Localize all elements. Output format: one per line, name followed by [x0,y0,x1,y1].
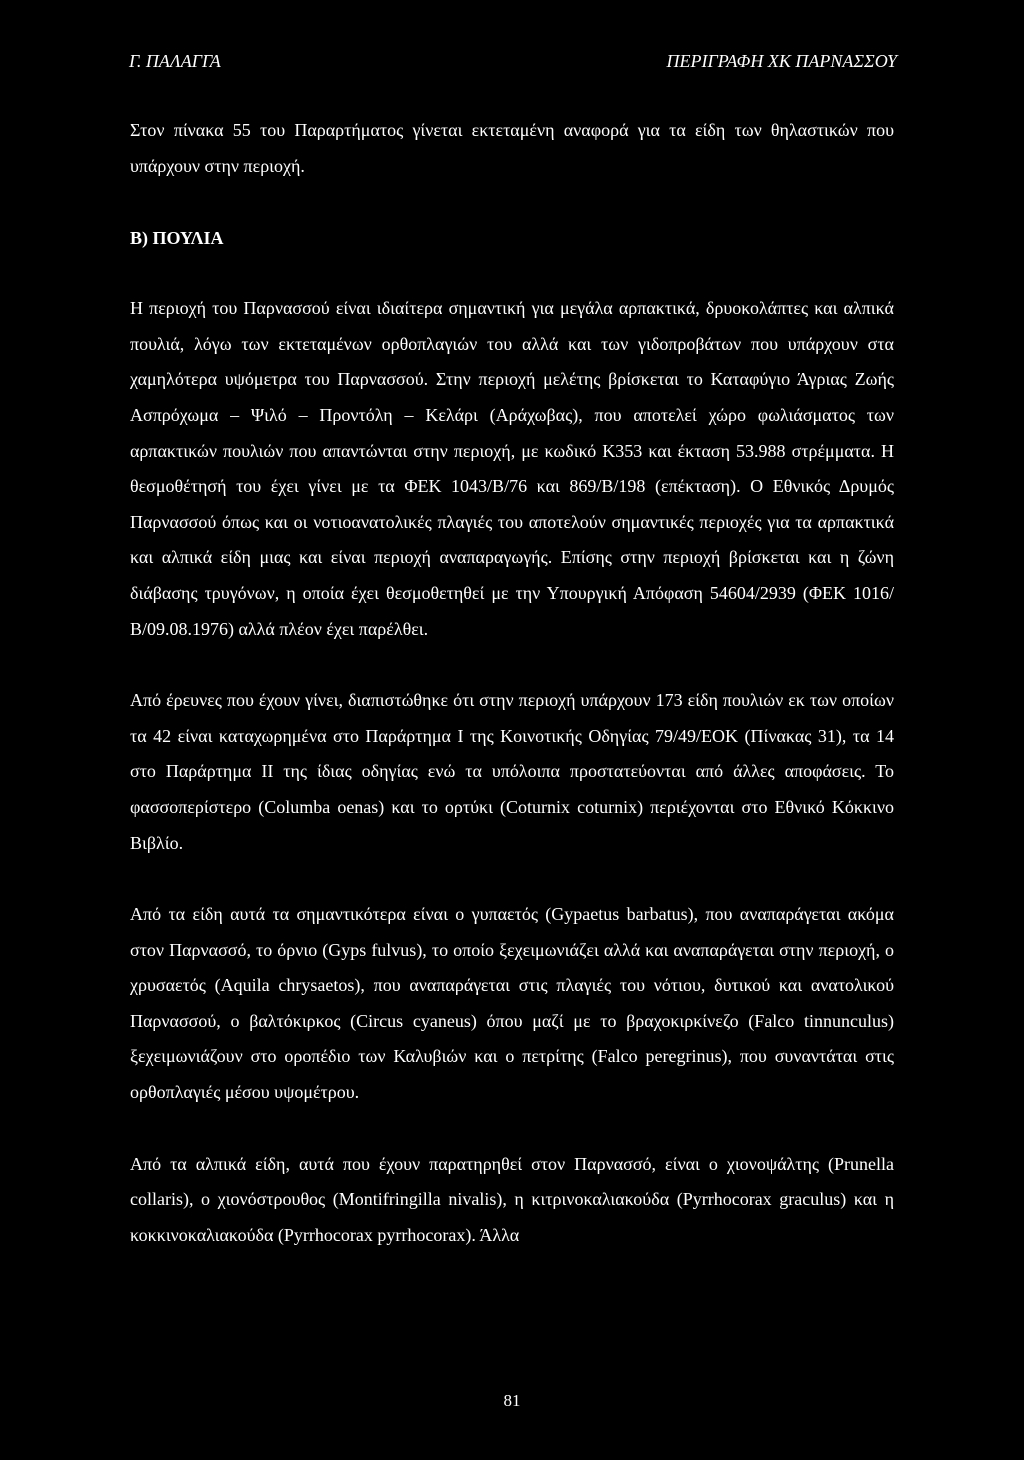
header-author: Γ. ΠΑΛΑΓΓΑ [129,51,221,71]
paragraph-species-count: Από έρευνες που έχουν γίνει, διαπιστώθηκε ότι στην περιοχή υπάρχουν 173 είδη πουλιών εκ των οποίων τα 42 είναι καταχωρημένα στο Παράρτημα I της Κοινοτικής Οδηγίας 79/49/ΕΟΚ (Πίνακας 31), τα 14 στο Παράρτημα II της ίδιας οδηγίας ενώ τα υπόλοιπα προστατεύονται από άλλες αποφάσεις. Το φασσοπερίστερο (Columba oenas) και το ορτύκι (Coturnix coturnix) περιέχονται στο Εθνικό Κόκκινο Βιβλίο. [130,690,894,853]
document-body [130,113,894,1289]
page-number: 81 [503,1391,521,1410]
page-header [129,48,897,74]
section-heading: Β) ΠΟΥΛΙΑ [130,228,224,249]
paragraph-birds-overview: Η περιοχή του Παρνασσού είναι ιδιαίτερα σημαντική για μεγάλα αρπακτικά, δρυοκολάπτες και αλπικά πουλιά, λόγω των εκτεταμένων ορθοπλαγιών του αλλά και των γιδοπροβάτων που υπάρχουν στα χαμηλότερα υψόμετρα του Παρνασσού. Στην περιοχή μελέτης βρίσκεται το Καταφύγιο Άγριας Ζωής Ασπρόχωμα – Ψιλό – Προντόλη – Κελάρι (Αράχωβας), που αποτελεί χώρο φωλιάσματος των αρπακτικών πουλιών που απαντώνται στην περιοχή, με κωδικό Κ353 και έκταση 53.988 στρέμματα. Η θεσμοθέτησή του έχει γίνει με τα ΦΕΚ 1043/Β/76 και 869/Β/198 (επέκταση). Ο Εθνικός Δρυμός Παρνασσού όπως και οι νοτιοανατολικές πλαγιές του αποτελούν σημαντικές περιοχές για τα αρπακτικά και αλπικά είδη μιας και είναι περιοχή αναπαραγωγής. Επίσης στην περιοχή βρίσκεται και η ζώνη διάβασης τρυγόνων, η οποία έχει θεσμοθετηθεί με την Υπουργική Απόφαση 54604/2939 (ΦΕΚ 1016/Β/09.08.1976) αλλά πλέον έχει παρέλθει. [130,298,894,639]
intro-paragraph: Στον πίνακα 55 του Παραρτήματος γίνεται εκτεταμένη αναφορά για τα είδη των θηλαστικών που υπάρχουν στην περιοχή. [130,120,894,176]
paragraph-alpine-species: Από τα αλπικά είδη, αυτά που έχουν παρατηρηθεί στον Παρνασσό, είναι ο χιονοψάλτης (Prunella collaris), ο χιονόστρουθος (Montifringilla nivalis), η κιτρινοκαλιακούδα (Pyrrhocorax graculus) και η κοκκινοκαλιακούδα (Pyrrhocorax pyrrhocorax). Άλλα [130,1153,894,1245]
header-title: ΠΕΡΙΓΡΑΦΗ ΧΚ ΠΑΡΝΑΣΣΟΥ [666,51,897,71]
paragraph-raptors: Από τα είδη αυτά τα σημαντικότερα είναι ο γυπαετός (Gypaetus barbatus), που αναπαράγεται ακόμα στον Παρνασσό, το όρνιο (Gyps fulvus), το οποίο ξεχειμωνιάζει αλλά και αναπαράγεται στην περιοχή, ο χρυσαετός (Aquila chrysaetos), που αναπαράγεται στις πλαγιές του νότιου, δυτικού και ανατολικού Παρνασσού, ο βαλτόκιρκος (Circus cyaneus) όπου μαζί με το βραχοκιρκίνεζο (Falco tinnunculus) ξεχειμωνιάζουν στο οροπέδιο των Καλυβιών και ο πετρίτης (Falco peregrinus), που συναντάται στις ορθοπλαγιές μέσου υψομέτρου. [130,904,894,1103]
